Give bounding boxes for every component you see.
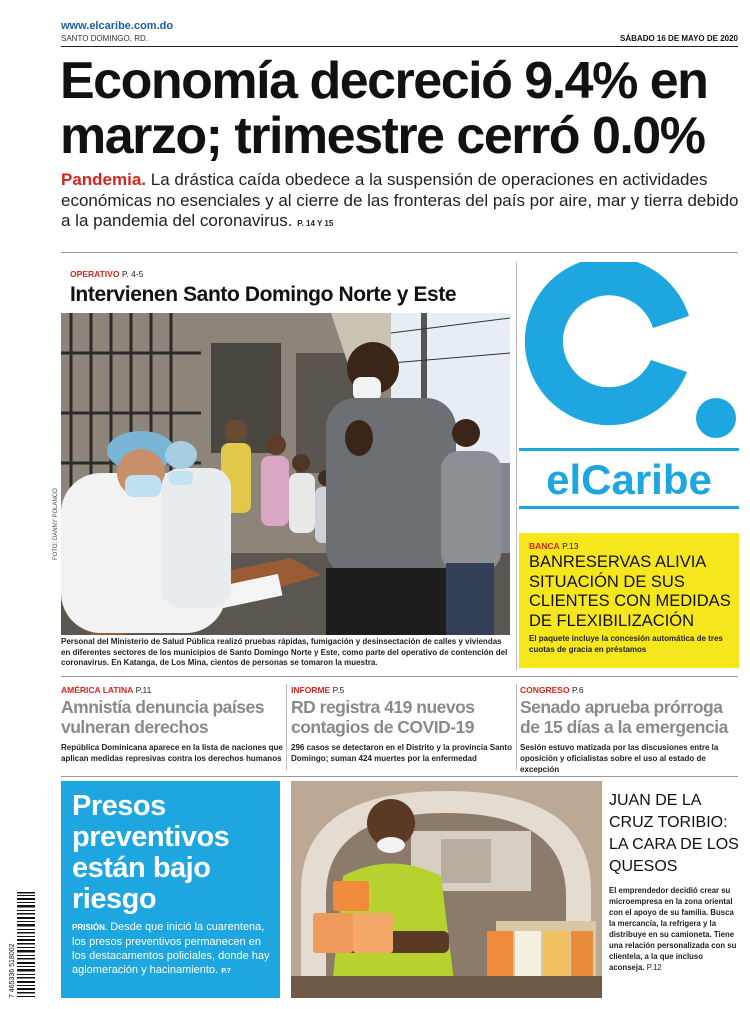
quesos-page-ref: P.12 xyxy=(646,963,662,972)
col-divider-1 xyxy=(286,684,287,770)
col3-section: CONGRESO xyxy=(520,685,570,695)
lead-headline[interactable]: Economía decreció 9.4% en marzo; trimestre cerró 0.0% xyxy=(60,52,708,165)
lead-deck xyxy=(61,170,741,235)
site-url[interactable]: www.elcaribe.com.do xyxy=(61,20,174,32)
lead-page-ref: P. 14 Y 15 xyxy=(297,219,334,228)
col1-page: P.11 xyxy=(135,685,152,695)
col3-kicker xyxy=(520,685,584,695)
photo-credit: FOTO: DANNY POLANCO xyxy=(53,488,59,560)
lead-deck-text: La drástica caída obedece a la suspensión de operaciones en actividades económicas no esenciales y al cierre de las fronteras del país por aire, mar y tierra debido a la pandemia del coronavirus. xyxy=(61,170,739,230)
operativo-headline[interactable]: Intervienen Santo Domingo Norte y Este xyxy=(70,283,457,306)
col2-summary: 296 casos se detectaron en el Distrito y la provincia Santo Domingo; suman 424 muertes por la enfermedad xyxy=(291,743,512,763)
banca-page: P.13 xyxy=(562,541,579,551)
col3-summary: Sesión estuvo matizada por las discusiones entre la oposición y oficialistas sobre el uso al estado de excepción xyxy=(520,743,719,774)
presos-summary xyxy=(72,920,277,979)
col2-section: INFORME xyxy=(291,685,331,695)
health-workers-testing-illustration xyxy=(61,313,510,635)
elcaribe-logo[interactable] xyxy=(519,262,739,512)
col3-page: P.6 xyxy=(571,685,584,695)
operativo-photo xyxy=(61,313,510,635)
banca-section: BANCA xyxy=(529,541,560,551)
cheese-vendor-illustration xyxy=(291,781,602,998)
quesos-headline[interactable]: JUAN DE LA CRUZ TORIBIO: LA CARA DE LOS QUESOS xyxy=(609,792,739,875)
banca-kicker xyxy=(529,541,578,551)
col2-kicker xyxy=(291,685,344,695)
operativo-caption: Personal del Ministerio de Salud Pública realizó pruebas rápidas, fumigación y desinsectación de calles y viviendas en diferentes sectores de los municipios de Santo Domingo Norte y Este, como parte del operativo de contención del coronavirus. En Katanga, de Los Mina, cientos de personas se tomaron la muestra. xyxy=(61,637,508,667)
col2-headline[interactable]: RD registra 419 nuevos contagios de COVID-19 xyxy=(291,697,475,737)
col2-page: P.5 xyxy=(332,685,345,695)
top-divider xyxy=(61,46,738,47)
col1-headline[interactable]: Amnistía denuncia países vulneran derechos xyxy=(61,697,264,737)
barcode xyxy=(5,890,35,1000)
lead-kicker: Pandemia. xyxy=(61,170,147,189)
barcode-icon xyxy=(5,890,35,1000)
quesos-summary xyxy=(609,885,739,973)
operativo-section: OPERATIVO xyxy=(70,269,120,279)
quesos-text: El emprendedor decidió crear su microempresa en la zona oriental con el apoyo de su familia. Busca la mercancía, la refrigera y la distribuye en su camioneta. Tiene una relación personalizada con su clientela, a la que incluso aconseja. xyxy=(609,886,737,972)
col1-kicker xyxy=(61,685,151,695)
row-divider xyxy=(61,676,738,677)
presos-text: Desde que inició la cuarentena, los presos preventivos permanecen en los destacamentos policiales, donde hay aglomeración y hacinamiento. xyxy=(72,921,270,976)
logo-wordmark: elCaribe xyxy=(546,456,712,503)
dateline-place: SANTO DOMINGO, RD. xyxy=(61,34,148,43)
operativo-page: P. 4-5 xyxy=(121,269,144,279)
cheese-vendor-photo xyxy=(291,781,602,998)
barcode-number: 7 465336 518002 xyxy=(9,943,16,998)
banca-summary: El paquete incluye la concesión automática de tres cuotas de gracia en préstamos xyxy=(529,634,723,654)
banca-headline[interactable]: BANRESERVAS ALIVIA SITUACIÓN DE SUS CLIENTES CON MEDIDAS DE FLEXIBILIZACIÓN xyxy=(529,553,731,630)
presos-page-ref: P.7 xyxy=(221,968,231,975)
col1-section: AMÉRICA LATINA xyxy=(61,685,134,695)
section-divider xyxy=(61,252,738,253)
col1-summary: República Dominicana aparece en la lista de naciones que aplican medidas represivas contra los derechos humanos xyxy=(61,743,283,763)
presos-kicker: PRISIÓN. xyxy=(72,923,108,932)
col3-headline[interactable]: Senado aprueba prórroga de 15 días a la emergencia xyxy=(520,697,728,737)
col-divider-2 xyxy=(516,684,517,770)
column-divider xyxy=(516,262,517,670)
issue-date: SÁBADO 16 DE MAYO DE 2020 xyxy=(620,34,738,43)
logo-mark-icon xyxy=(519,262,739,512)
operativo-kicker xyxy=(70,269,143,279)
row-divider-2 xyxy=(61,776,738,777)
presos-headline[interactable]: Presos preventivos están bajo riesgo xyxy=(72,790,230,915)
